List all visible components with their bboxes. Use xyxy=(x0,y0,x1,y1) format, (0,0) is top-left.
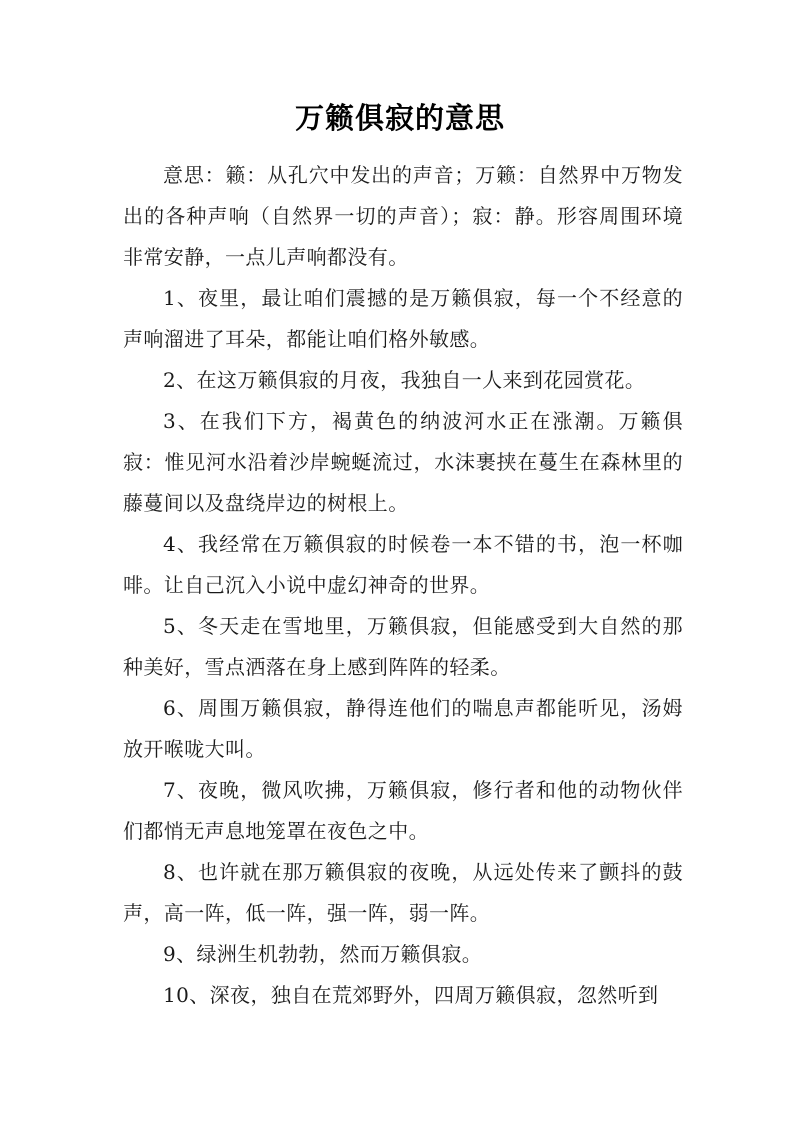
paragraph-definition: 意思：籁：从孔穴中发出的声音；万籁：自然界中万物发出的各种声响（自然界一切的声音）；寂：静。形容周围环境非常安静，一点儿声响都没有。 xyxy=(123,163,683,269)
paragraph-example-5: 5、冬天走在雪地里，万籁俱寂，但能感受到大自然的那种美好，雪点洒落在身上感到阵阵的轻柔。 xyxy=(123,614,683,679)
paragraph-example-3: 3、在我们下方，褐黄色的纳波河水正在涨潮。万籁俱寂：惟见河水沿着沙岸蜿蜒流过，水沫裹挟在蔓生在森林里的藤蔓间以及盘绕岸边的树根上。 xyxy=(123,409,683,515)
paragraph-example-10: 10、深夜，独自在荒郊野外，四周万籁俱寂，忽然听到 xyxy=(163,983,659,1007)
paragraph-example-2: 2、在这万籁俱寂的月夜，我独自一人来到花园赏花。 xyxy=(163,368,646,392)
paragraph-example-9: 9、绿洲生机勃勃，然而万籁俱寂。 xyxy=(163,942,483,966)
paragraph-example-8: 8、也许就在那万籁俱寂的夜晚，从远处传来了颤抖的鼓声，高一阵，低一阵，强一阵，弱一阵。 xyxy=(123,860,683,925)
paragraph-example-1: 1、夜里，最让咱们震撼的是万籁俱寂，每一个不经意的声响溜进了耳朵，都能让咱们格外敏感。 xyxy=(123,286,683,351)
document-title: 万籁俱寂的意思 xyxy=(294,101,505,135)
document-body xyxy=(123,155,683,1016)
paragraph-example-4: 4、我经常在万籁俱寂的时候卷一本不错的书，泡一杯咖啡。让自己沉入小说中虚幻神奇的世界。 xyxy=(123,532,683,597)
paragraph-example-6: 6、周围万籁俱寂，静得连他们的喘息声都能听见，汤姆放开喉咙大叫。 xyxy=(123,696,683,761)
paragraph-example-7: 7、夜晚，微风吹拂，万籁俱寂，修行者和他的动物伙伴们都悄无声息地笼罩在夜色之中。 xyxy=(123,778,683,843)
